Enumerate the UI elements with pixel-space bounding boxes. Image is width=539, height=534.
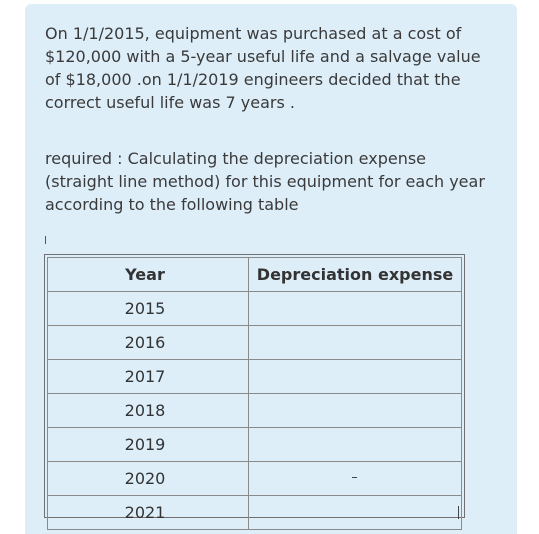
year-cell: 2021 bbox=[48, 496, 249, 530]
expense-cell[interactable] bbox=[249, 326, 462, 360]
text-cursor bbox=[458, 506, 459, 519]
stray-dash bbox=[352, 477, 357, 478]
stray-mark bbox=[45, 236, 46, 244]
table-row bbox=[48, 394, 462, 428]
table-row bbox=[48, 462, 462, 496]
expense-cell[interactable] bbox=[249, 462, 462, 496]
expense-cell[interactable] bbox=[249, 428, 462, 462]
depreciation-table-frame bbox=[44, 254, 465, 522]
expense-column-header: Depreciation expense bbox=[249, 258, 462, 292]
year-cell: 2020 bbox=[48, 462, 249, 496]
expense-cell[interactable] bbox=[249, 360, 462, 394]
table-row bbox=[48, 496, 462, 530]
year-cell: 2015 bbox=[48, 292, 249, 326]
year-cell: 2017 bbox=[48, 360, 249, 394]
year-cell: 2016 bbox=[48, 326, 249, 360]
expense-cell[interactable] bbox=[249, 292, 462, 326]
required-text: required : Calculating the depreciation expense (straight line method) for this equipment for each year according to the following table bbox=[45, 149, 485, 214]
year-cell: 2019 bbox=[48, 428, 249, 462]
table-row bbox=[48, 292, 462, 326]
year-cell: 2018 bbox=[48, 394, 249, 428]
problem-statement: On 1/1/2015, equipment was purchased at a cost of $120,000 with a 5-year useful life and a salvage value of $18,000 .on 1/1/2019 engineers decided that the correct useful life was 7 years . bbox=[45, 24, 481, 112]
year-column-header: Year bbox=[48, 258, 249, 292]
table-row bbox=[48, 326, 462, 360]
depreciation-table bbox=[47, 257, 462, 530]
expense-cell[interactable] bbox=[249, 394, 462, 428]
table-row bbox=[48, 428, 462, 462]
table-header-row bbox=[48, 258, 462, 292]
expense-cell[interactable] bbox=[249, 496, 462, 530]
table-row bbox=[48, 360, 462, 394]
